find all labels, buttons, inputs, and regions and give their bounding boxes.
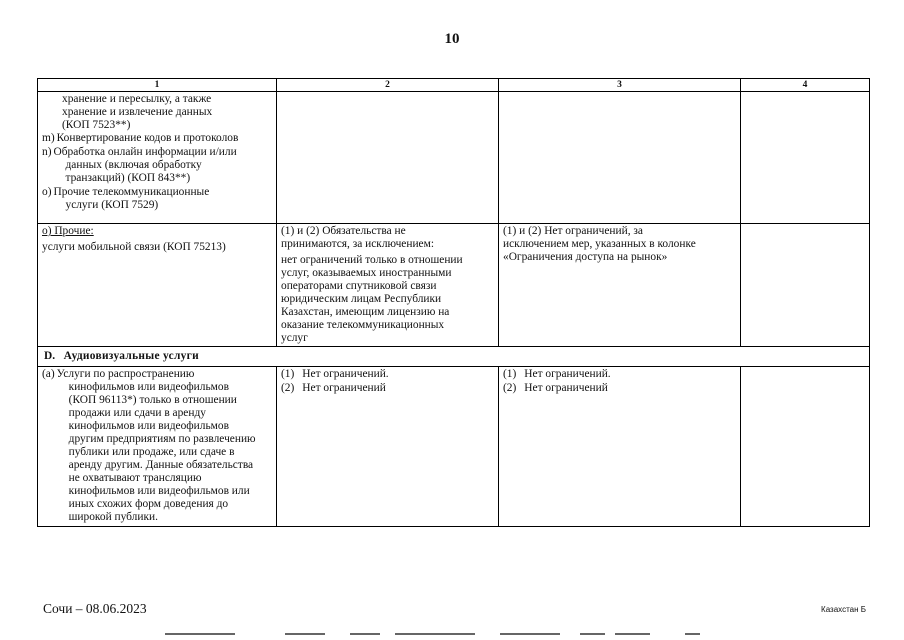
text-line: аренду другим. Данные обязательства — [68, 459, 254, 471]
text-line: услуг — [281, 332, 308, 344]
commitments-table — [37, 78, 870, 527]
text-line: продажи или сдачи в аренду — [68, 407, 206, 419]
text-line: юридическим лицам Республики — [281, 293, 442, 305]
text-line: нет ограничений только в отношении — [281, 254, 463, 266]
text-line: иных схожих форм доведения до — [68, 498, 229, 510]
section-letter: D. — [44, 350, 56, 362]
text-line: другим предприятиям по развлечению — [68, 433, 256, 445]
text-line: исключением мер, указанных в колонке — [503, 238, 696, 250]
text-line: Обработка онлайн информации и/или — [53, 146, 237, 158]
text-line: принимаются, за исключением: — [281, 238, 434, 250]
row1-sector-cell — [38, 92, 277, 224]
scan-artifact — [165, 633, 235, 635]
scan-artifact — [395, 633, 475, 635]
limitation-marker: (2) — [503, 382, 517, 394]
row3-sector-cell — [38, 367, 277, 527]
text-line: операторами спутниковой связи — [281, 280, 437, 292]
text-line: (1) и (2) Нет ограничений, за — [503, 225, 643, 237]
text-line: кинофильмов или видеофильмов или — [68, 485, 250, 497]
item-n — [42, 146, 272, 185]
limitation-2 — [503, 382, 736, 395]
header-col-2: 2 — [277, 79, 499, 92]
text-line: Услуги по распространению — [56, 368, 195, 380]
row3-market-access-cell — [277, 367, 499, 527]
row-mobile-services — [38, 224, 870, 347]
scan-artifact — [685, 633, 700, 635]
footer-date: Сочи – 08.06.2023 — [43, 601, 147, 616]
continued-item — [42, 93, 272, 132]
text-line: услуги (КОП 7529) — [65, 199, 159, 211]
item-a — [42, 368, 272, 524]
header-col-4: 4 — [741, 79, 870, 92]
text-line: не охватывают трансляцию — [68, 472, 202, 484]
limitation-marker: (2) — [281, 382, 295, 394]
item-m — [42, 132, 272, 145]
scan-artifact — [285, 633, 325, 635]
text-line: «Ограничения доступа на рынок» — [503, 251, 668, 263]
scan-artifact — [350, 633, 380, 635]
row1-market-access-cell — [277, 92, 499, 224]
row2-national-treatment-cell — [499, 224, 741, 347]
text-line: Казахстан, имеющим лицензию на — [281, 306, 450, 318]
text-line: (КОП 7523**) — [62, 119, 131, 131]
section-heading — [38, 347, 870, 367]
row2-market-access-cell — [277, 224, 499, 347]
row1-national-treatment-cell — [499, 92, 741, 224]
limitation-text: Нет ограничений. — [524, 368, 611, 380]
limitation-2 — [281, 382, 494, 395]
text-line: (КОП 96113*) только в отношении — [68, 394, 237, 406]
text-line: услуг, оказываемых иностранными — [281, 267, 452, 279]
item-marker: m) — [42, 132, 55, 144]
text-line: оказание телекоммуникационных — [281, 319, 445, 331]
item-marker: n) — [42, 146, 52, 158]
text-line: хранение и извлечение данных — [62, 106, 213, 118]
text-line: Конвертирование кодов и протоколов — [56, 132, 239, 144]
item-marker: (а) — [42, 368, 55, 380]
header-col-3: 3 — [499, 79, 741, 92]
row3-national-treatment-cell — [499, 367, 741, 527]
scan-artifact — [580, 633, 605, 635]
row2-sector-cell — [38, 224, 277, 347]
scan-artifact — [615, 633, 650, 635]
text-line: данных (включая обработку — [65, 159, 202, 171]
row3-additional-cell — [741, 367, 870, 527]
scan-artifact — [500, 633, 560, 635]
text-line: широкой публики. — [68, 511, 158, 523]
row-telecom-services — [38, 92, 870, 224]
text-line: кинофильмов или видеофильмов — [68, 420, 229, 432]
item-marker: o) — [42, 186, 52, 198]
limitation-1 — [503, 368, 736, 381]
item-o — [42, 186, 272, 212]
limitation-1 — [281, 368, 494, 381]
limitation-text: Нет ограничений — [302, 382, 386, 394]
row2-additional-cell — [741, 224, 870, 347]
limitation-text: Нет ограничений. — [302, 368, 389, 380]
page-number: 10 — [444, 31, 460, 47]
text-line: публики или продаже, или сдаче в — [68, 446, 235, 458]
limitation-text: Нет ограничений — [524, 382, 608, 394]
subsector-title: о) Прочие: — [42, 225, 94, 237]
row1-additional-cell — [741, 92, 870, 224]
text-line: хранение и пересылку, а также — [62, 93, 212, 105]
text-line: Прочие телекоммуникационные — [53, 186, 210, 198]
text-line: (1) и (2) Обязательства не — [281, 225, 406, 237]
limitation-marker: (1) — [281, 368, 295, 380]
text-line: транзакций) (КОП 843**) — [65, 172, 191, 184]
header-row — [38, 79, 870, 92]
text-line: кинофильмов или видеофильмов — [68, 381, 229, 393]
limitation-marker: (1) — [503, 368, 517, 380]
header-col-1: 1 — [38, 79, 277, 92]
footer-code: Казахстан Б — [821, 605, 866, 614]
section-title: Аудиовизуальные услуги — [63, 350, 199, 362]
section-row-audiovisual — [38, 347, 870, 367]
row-film-distribution — [38, 367, 870, 527]
subsector-description: услуги мобильной связи (КОП 75213) — [42, 241, 226, 253]
